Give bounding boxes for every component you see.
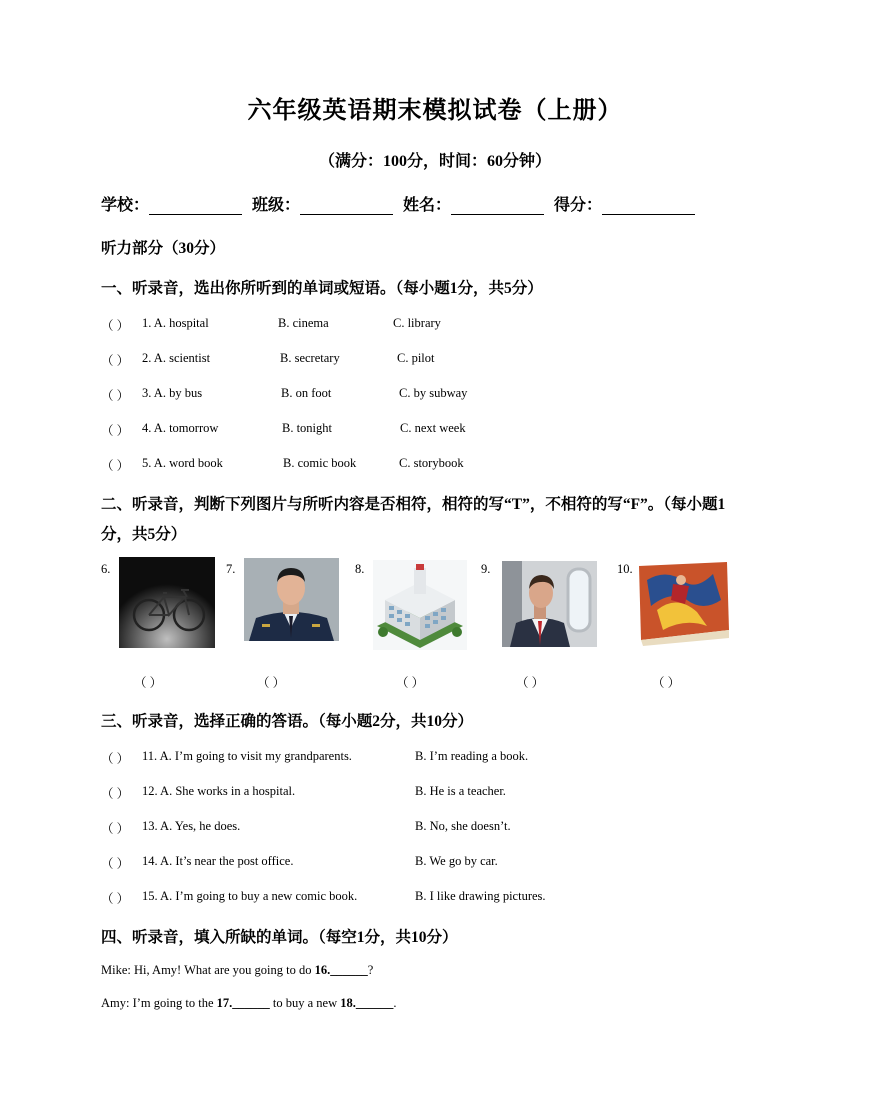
class-blank[interactable] [300, 197, 393, 215]
comic-book-image [637, 560, 731, 646]
pic-paren-8[interactable]: （ ） [396, 676, 425, 690]
dialogue-2-text: Amy: I’m going to the [101, 996, 217, 1010]
s1-q1-c: C. library [393, 316, 441, 330]
s1-paren-5[interactable]: （ ） [101, 459, 130, 473]
dialogue-2-end: . [393, 996, 397, 1010]
info-row [101, 192, 701, 215]
s1-paren-3[interactable]: （ ） [101, 389, 130, 403]
s1-q2-a: 2. A. scientist [142, 351, 211, 365]
section2-heading-line1: 二、听录音，判断下列图片与所听内容是否相符，相符的写“T”，不相符的写“F”。（每小题1 [101, 496, 726, 513]
s3-q13-a: 13. A. Yes, he does. [142, 819, 241, 833]
section2-heading-line2: 分，共5分） [101, 526, 187, 543]
blank-18[interactable]: 18.______ [340, 996, 394, 1010]
s3-paren-13[interactable]: （ ） [101, 822, 130, 836]
s3-paren-15[interactable]: （ ） [101, 892, 130, 906]
s3-q13-b: B. No, she doesn’t. [415, 819, 511, 833]
s1-q4-a: 4. A. tomorrow [142, 421, 219, 435]
s1-q3-c: C. by subway [399, 386, 468, 400]
s1-paren-4[interactable]: （ ） [101, 424, 130, 438]
pic-paren-9[interactable]: （ ） [516, 676, 545, 690]
s1-q5-c: C. storybook [399, 456, 464, 470]
blank-16[interactable]: 16.______ [314, 963, 368, 977]
name-label: 姓名： [403, 197, 452, 214]
s3-q14-a: 14. A. It’s near the post office. [142, 854, 294, 868]
section3-heading: 三、听录音，选择正确的答语。（每小题2分，共10分） [101, 713, 474, 730]
class-label: 班级： [252, 197, 301, 214]
dialogue-2-mid: to buy a new [269, 996, 341, 1010]
pic-num-7: 7. [226, 562, 236, 576]
hospital-building-image [373, 560, 467, 650]
blank-17[interactable]: 17.______ [216, 996, 270, 1010]
section1-heading: 一、听录音，选出你所听到的单词或短语。（每小题1分，共5分） [101, 280, 543, 297]
s1-paren-1[interactable]: （ ） [101, 319, 130, 333]
s1-paren-2[interactable]: （ ） [101, 354, 130, 368]
s3-q12-b: B. He is a teacher. [415, 784, 506, 798]
s3-q11-b: B. I’m reading a book. [415, 749, 529, 763]
dialogue-line-2 [101, 996, 396, 1011]
school-label: 学校： [101, 197, 150, 214]
pic-paren-7[interactable]: （ ） [257, 676, 286, 690]
s3-q15-b: B. I like drawing pictures. [415, 889, 546, 903]
s3-q14-b: B. We go by car. [415, 854, 498, 868]
s1-q5-a: 5. A. word book [142, 456, 223, 470]
s3-paren-11[interactable]: （ ） [101, 752, 130, 766]
dialogue-1-text: Mike: Hi, Amy! What are you going to do [101, 963, 315, 977]
pic-paren-10[interactable]: （ ） [652, 676, 681, 690]
s1-q2-c: C. pilot [397, 351, 435, 365]
pic-num-9: 9. [481, 562, 491, 576]
s3-q11-a: 11. A. I’m going to visit my grandparents. [142, 749, 352, 763]
s1-q4-c: C. next week [400, 421, 466, 435]
man-on-airplane-image [502, 561, 597, 647]
s1-q4-b: B. tonight [282, 421, 333, 435]
section4-heading: 四、听录音，填入所缺的单词。（每空1分，共10分） [101, 929, 458, 946]
score-label: 得分： [554, 197, 603, 214]
dialogue-1-end: ? [367, 963, 374, 977]
listening-part-heading: 听力部分（30分） [101, 240, 226, 257]
dialogue-line-1 [101, 963, 373, 978]
policeman-image [244, 558, 339, 641]
bicycle-image [119, 557, 215, 648]
s3-q15-a: 15. A. I’m going to buy a new comic book. [142, 889, 358, 903]
s1-q5-b: B. comic book [283, 456, 357, 470]
s3-paren-14[interactable]: （ ） [101, 857, 130, 871]
school-blank[interactable] [149, 197, 242, 215]
s1-q2-b: B. secretary [280, 351, 340, 365]
s1-q1-b: B. cinema [278, 316, 329, 330]
pic-num-10: 10. [617, 562, 633, 576]
exam-subtitle: （满分：100分，时间：60分钟） [318, 153, 551, 170]
pic-num-6: 6. [101, 562, 111, 576]
exam-title: 六年级英语期末模拟试卷（上册） [247, 98, 623, 124]
pic-num-8: 8. [355, 562, 365, 576]
s1-q3-b: B. on foot [281, 386, 332, 400]
s1-q3-a: 3. A. by bus [142, 386, 203, 400]
name-blank[interactable] [451, 197, 544, 215]
s3-q12-a: 12. A. She works in a hospital. [142, 784, 296, 798]
score-blank[interactable] [602, 197, 695, 215]
s1-q1-a: 1. A. hospital [142, 316, 209, 330]
pic-paren-6[interactable]: （ ） [134, 676, 163, 690]
s3-paren-12[interactable]: （ ） [101, 787, 130, 801]
